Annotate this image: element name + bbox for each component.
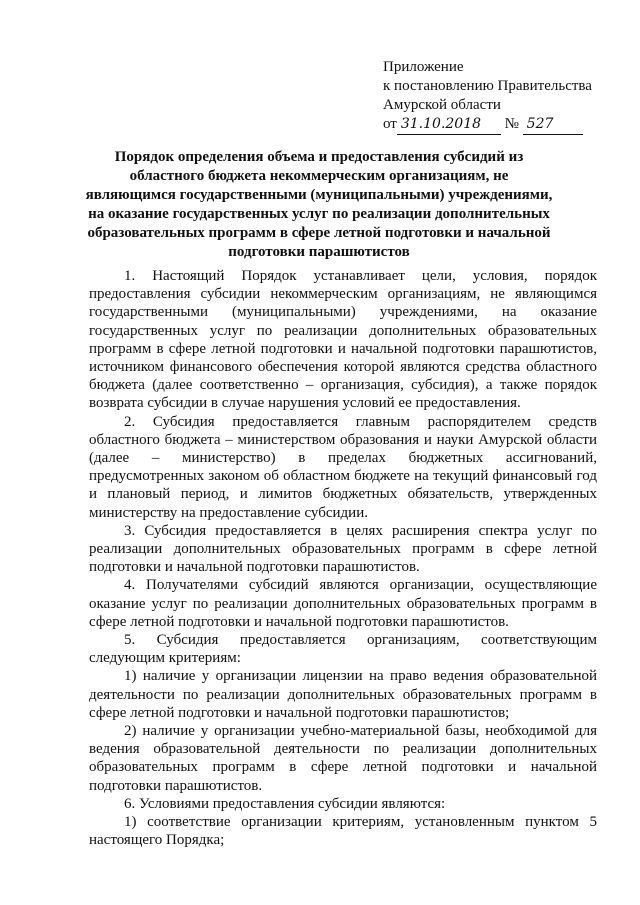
paragraph-1: 1. Настоящий Порядок устанавливает цели, условия, порядок предоставления субсидии некоммерческим организациям, не являющимся государственными (муниципальными) учреждениями, на оказание государственных услуг по реализации дополнительных образовательных программ в сфере летной подготовки и начальной подготовки парашютистов, источником финансового обеспечения которой являются средства областного бюджета (далее соответственно – организация, субсидия), а также порядок возврата субсидии в случае нарушения условий ее предоставления. (89, 268, 597, 412)
handwritten-number: 527 (523, 115, 583, 135)
paragraph-3: 3. Субсидия предоставляется в целях расширения спектра услуг по реализации дополнительных образовательных программ в сфере летной подготовки и начальной подготовки парашютистов. (89, 522, 597, 576)
paragraph-5-item-1: 1) наличие у организации лицензии на право ведения образовательной деятельности по реализации дополнительных образовательных программ в сфере летной подготовки и начальной подготовки парашютистов; (89, 668, 597, 721)
appendix-block (383, 58, 623, 135)
paragraph-6: 6. Условиями предоставления субсидии являются: (124, 795, 446, 812)
appendix-resolution: к постановлению Правительства (383, 78, 592, 94)
handwritten-date: 31.10.2018 (397, 115, 501, 135)
paragraph-2: 2. Субсидия предоставляется главным распорядителем средств областного бюджета – министерством образования и науки Амурской области (далее – министерство) в пределах бюджетных ассигнований, предусмотренных законом об областном бюджете на текущий финансовый год и плановый период, и лимитов бюджетных обязательств, утвержденных министерству на предоставление субсидии. (89, 413, 597, 521)
appendix-date-line (383, 115, 623, 135)
paragraph-6-item-1: 1) соответствие организации критериям, установленным пунктом 5 настоящего Порядка; (89, 814, 597, 849)
appendix-heading: Приложение (383, 59, 464, 75)
number-prefix: № (504, 116, 519, 132)
paragraph-5: 5. Субсидия предоставляется организациям, соответствующим следующим критериям: (89, 632, 597, 667)
paragraph-4: 4. Получателями субсидий являются организации, осуществляющие оказание услуг по реализации дополнительных образовательных программ в сфере летной подготовки и начальной подготовки парашютистов. (89, 577, 597, 630)
date-prefix: от (383, 116, 397, 132)
document-title: Порядок определения объема и предоставления субсидий из областного бюджета некоммерческим организациям, не являющимся государственными (муниципальными) учреждениями, на оказание государственных услуг по реализации дополнительных образовательных программ в сфере летной подготовки и начальной подготовки парашютистов (85, 149, 553, 260)
paragraph-5-item-2: 2) наличие у организации учебно-материальной базы, необходимой для ведения образовательной деятельности по реализации дополнительных образовательных программ в сфере летной подготовки и начальной подготовки парашютистов. (89, 723, 597, 794)
document-body (89, 267, 597, 850)
appendix-region: Амурской области (383, 97, 501, 113)
